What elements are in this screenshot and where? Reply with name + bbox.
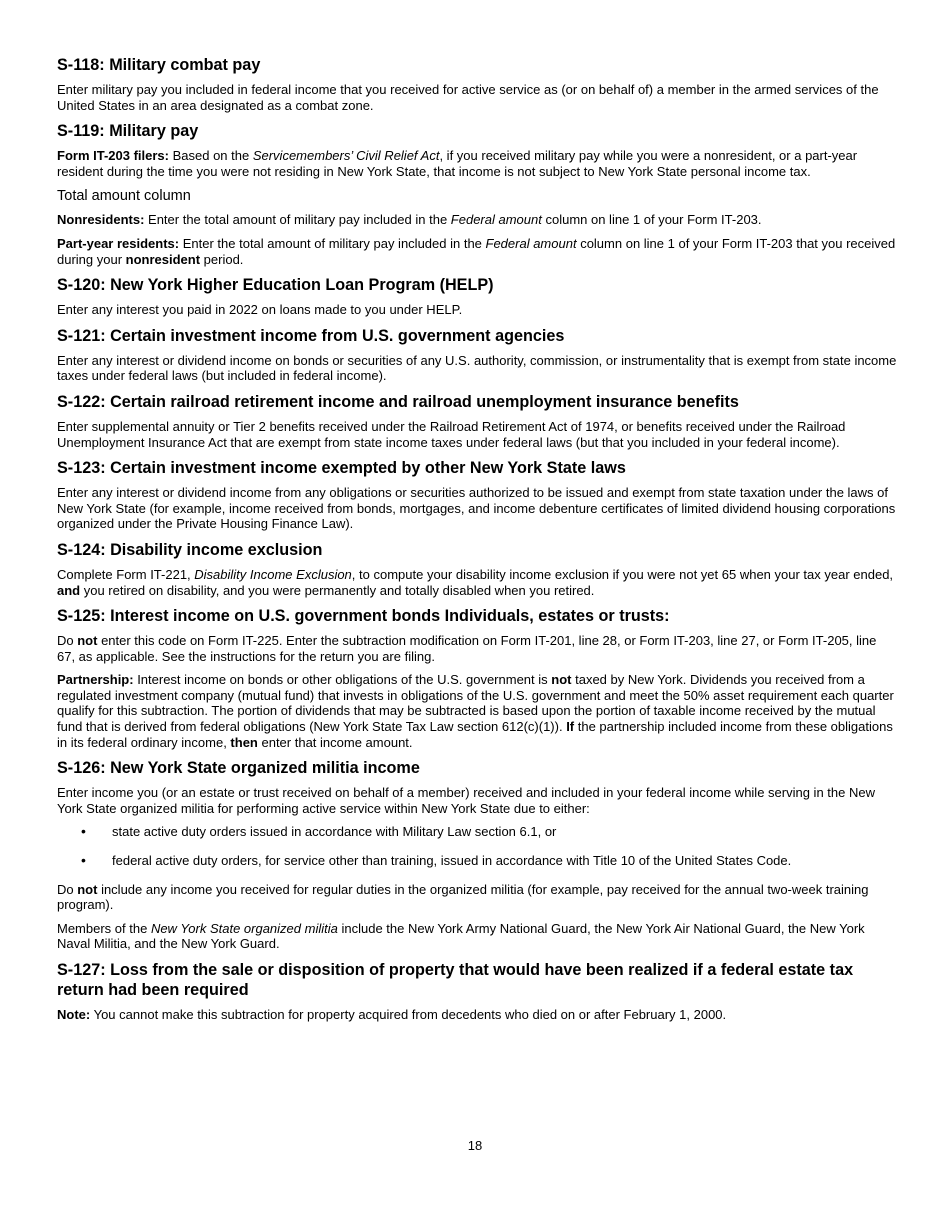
paragraph: Note: You cannot make this subtraction for property acquired from decedents who died on or after February 1, 2000.: [57, 1007, 727, 1022]
section-s119: [57, 121, 897, 267]
paragraph: Do not include any income you received for regular duties in the organized militia (for example, pay received for the annual two-week training program).: [57, 881, 869, 913]
section-s125: [57, 606, 897, 750]
section-s122: [57, 392, 897, 450]
section-title: S-123: Certain investment income exempted by other New York State laws: [57, 459, 626, 478]
page-number: 18: [467, 1138, 483, 1153]
section-title: S-118: Military combat pay: [57, 56, 261, 74]
section-title: S-124: Disability income exclusion: [57, 540, 323, 559]
paragraph: Enter any interest or dividend income on bonds or securities of any U.S. authority, commission, or instrumentality that is exempt from state income taxes under federal laws (but included in federal income).: [57, 352, 897, 384]
paragraph: Enter any interest or dividend income from any obligations or securities authorized to be issued and exempt from state taxation under the laws of New York State (for example, income received from bonds, mortgages, and income debenture certificates of limited dividend housing corporations organized under the Private Housing Finance Law).: [57, 485, 896, 532]
list-item: • federal active duty orders, for service other than training, issued in accordance with Title 10 of the United States Code.: [81, 853, 897, 869]
section-s126: [57, 758, 897, 952]
paragraph: Do not enter this code on Form IT-225. Enter the subtraction modification on Form IT-201, line 28, or Form IT-203, line 27, or Form IT-205, line 67, as applicable. See the instructions for the return you are filing.: [57, 633, 877, 664]
section-s123: [57, 458, 897, 532]
section-title: S-120: New York Higher Education Loan Program (HELP): [57, 276, 494, 295]
section-title: S-121: Certain investment income from U.S. government agencies: [57, 326, 565, 345]
paragraph: Form IT-203 filers: Based on the Servicemembers’ Civil Relief Act, if you received military pay while you were a nonresident, or a part-year resident during the time you were not residing in New York State, that income is not subject to New York State personal income tax.: [57, 148, 858, 179]
list-item: • state active duty orders issued in accordance with Military Law section 6.1, or: [81, 824, 897, 840]
paragraph: Enter supplemental annuity or Tier 2 benefits received under the Railroad Retirement Act of 1974, or benefits received under the Railroad Unemployment Insurance Act that are exempt from state income taxes under federal laws (but that you included in your federal income).: [57, 418, 846, 450]
section-title: S-125: Interest income on U.S. government bonds Individuals, estates or trusts:: [57, 607, 670, 626]
paragraph: Enter any interest you paid in 2022 on loans made to you under HELP.: [57, 302, 463, 318]
paragraph: Enter income you (or an estate or trust received on behalf of a member) received and included in your federal income while serving in the New York State organized militia for performing active service within New York State due to either:: [57, 785, 875, 816]
paragraph: Nonresidents: Enter the total amount of military pay included in the Federal amount column on line 1 of your Form IT-203.: [57, 212, 762, 228]
document-page: [57, 55, 897, 1031]
bullet-list: [57, 824, 897, 868]
section-s118: [57, 55, 897, 113]
paragraph: Part-year residents: Enter the total amount of military pay included in the Federal amount column on line 1 of your Form IT-203 that you received during your nonresident period.: [57, 235, 896, 267]
paragraph: Members of the New York State organized militia include the New York Army National Guard, the New York Air National Guard, the New York Naval Militia, and the New York Guard.: [57, 920, 865, 952]
section-s124: [57, 540, 897, 598]
section-title: S-119: Military pay: [57, 122, 199, 141]
section-s127: [57, 960, 897, 1023]
subheading: Total amount column: [57, 188, 191, 205]
paragraph: Enter military pay you included in federal income that you received for active service as (or on behalf of) a member in the armed services of the United States in an area designated as a combat zone.: [57, 82, 879, 113]
section-s121: [57, 326, 897, 384]
section-s120: [57, 275, 897, 318]
section-title: S-122: Certain railroad retirement income and railroad unemployment insurance benefits: [57, 392, 739, 411]
paragraph: Complete Form IT-221, Disability Income Exclusion, to compute your disability income exclusion if you were not yet 65 when your tax year ended, and you retired on disability, and you were permanently and totally disabled when you retired.: [57, 566, 894, 598]
section-title: S-127: Loss from the sale or disposition of property that would have been realized if a federal estate tax return had been required: [57, 961, 854, 999]
section-title: S-126: New York State organized militia income: [57, 759, 420, 778]
paragraph: Partnership: Interest income on bonds or other obligations of the U.S. government is not taxed by New York. Dividends you received from a regulated investment company (mutual fund) that invests in obligations of the U.S. government and meet the 50% asset requirement each quarter qualify for this subtraction. The portion of dividends that may be subtracted is based upon the portion of taxable income received by the mutual fund that is derived from federal obligations (New York State Tax Law section 612(c)(1)). If the partnership included income from these obligations in its federal ordinary income, then enter that income amount.: [57, 672, 894, 750]
